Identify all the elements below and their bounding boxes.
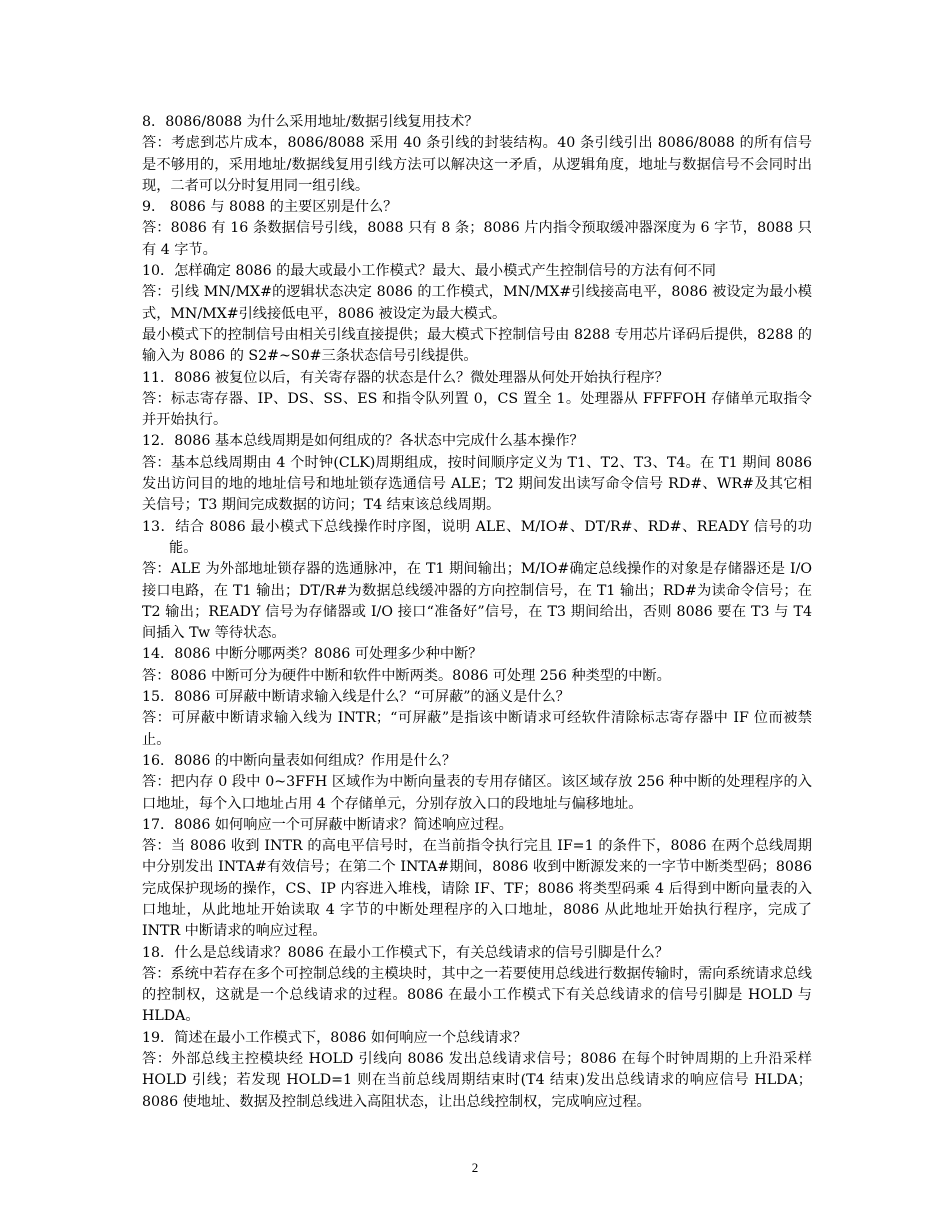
answer-12: 答：基本总线周期由 4 个时钟(CLK)周期组成，按时间顺序定义为 T1、T2、T3、T4。在 T1 期间 8086 发出访问目的地的地址信号和地址锁存选通信号 ALE；T2 期间发出读写命令信号 RD#、WR#及其它相关信号；T3 期间完成数据的访问；T4 结束该总线周期。 <box>142 454 812 514</box>
question-13: 13．结合 8086 最小模式下总线操作时序图，说明 ALE、M/IO#、DT/R#、RD#、READY 信号的功能。 <box>142 518 812 556</box>
answer-16: 答：把内存 0 段中 0~3FFH 区域作为中断向量表的专用存储区。该区域存放 256 种中断的处理程序的入口地址，每个入口地址占用 4 个存储单元，分别存放入口的段地址与偏移地址。 <box>142 774 812 812</box>
answer-9: 答：8086 有 16 条数据信号引线，8088 只有 8 条；8086 片内指令预取缓冲器深度为 6 字节，8088 只有 4 字节。 <box>142 220 812 258</box>
answer-19: 答：外部总线主控模块经 HOLD 引线向 8086 发出总线请求信号；8086 在每个时钟周期的上升沿采样 HOLD 引线；若发现 HOLD=1 则在当前总线周期结束时(T4 结束)发出总线请求的响应信号 HLDA；8086 使地址、数据及控制总线进入高阻状态，让出总线控制权，完成响应过程。 <box>142 1051 812 1110</box>
document-body <box>142 112 812 1113</box>
question-17: 17．8086 如何响应一个可屏蔽中断请求？简述响应过程。 <box>142 816 513 833</box>
question-14: 14．8086 中断分哪两类？8086 可处理多少种中断？ <box>142 646 483 663</box>
question-8: 8．8086/8088 为什么采用地址/数据引线复用技术？ <box>142 114 479 130</box>
answer-10-continued: 最小模式下的控制信号由相关引线直接提供；最大模式下控制信号由 8288 专用芯片译码后提供，8288 的输入为 8086 的 S2#~S0#三条状态信号引线提供。 <box>142 326 812 365</box>
page-number: 2 <box>471 1160 479 1175</box>
answer-13: 答：ALE 为外部地址锁存器的选通脉冲，在 T1 期间输出；M/IO#确定总线操作的对象是存储器还是 I/O 接口电路，在 T1 输出；DT/R#为数据总线缓冲器的方向控制信号，在 T1 输出；RD#为读命令信号；在 T2 输出；READY 信号为存储器或 I/O 接口“准备好”信号，在 T3 期间给出，否则 8086 要在 T3 与 T4 间插入 Tw 等待状态。 <box>142 561 812 642</box>
answer-11: 答：标志寄存器、IP、DS、SS、ES 和指令队列置 0，CS 置全 1。处理器从 FFFFOH 存储单元取指令并开始执行。 <box>142 390 812 429</box>
answer-14: 答：8086 中断可分为硬件中断和软件中断两类。8086 可处理 256 种类型的中断。 <box>142 667 671 684</box>
answer-15: 答：可屏蔽中断请求输入线为 INTR；“可屏蔽”是指该中断请求可经软件清除标志寄存器中 IF 位而被禁止。 <box>142 710 812 748</box>
question-19: 19．简述在最小工作模式下，8086 如何响应一个总线请求？ <box>142 1029 527 1046</box>
question-12: 12．8086 基本总线周期是如何组成的？各状态中完成什么基本操作？ <box>142 433 584 450</box>
question-16: 16．8086 的中断向量表如何组成？作用是什么？ <box>142 752 457 769</box>
answer-18: 答：系统中若存在多个可控制总线的主模块时，其中之一若要使用总线进行数据传输时，需向系统请求总线的控制权，这就是一个总线请求的过程。8086 在最小工作模式下有关总线请求的信号引脚是 HOLD 与 HLDA。 <box>142 965 812 1025</box>
answer-8: 答：考虑到芯片成本，8086/8088 采用 40 条引线的封装结构。40 条引线引出 8086/8088 的所有信号是不够用的，采用地址/数据线复用引线方法可以解决这一矛盾，从逻辑角度，地址与数据信号不会同时出现，二者可以分时复用同一组引线。 <box>142 135 812 194</box>
answer-17: 答：当 8086 收到 INTR 的高电平信号时，在当前指令执行完且 IF=1 的条件下，8086 在两个总线周期中分别发出 INTA#有效信号；在第二个 INTA#期间，8086 收到中断源发来的一字节中断类型码；8086 完成保护现场的操作，CS、IP 内容进入堆栈，请除 IF、TF；8086 将类型码乘 4 后得到中断向量表的入口地址，从此地址开始读取 4 字节的中断处理程序的入口地址，8086 从此地址开始执行程序，完成了 INTR 中断请求的响应过程。 <box>142 838 812 940</box>
question-9: 9． 8086 与 8088 的主要区别是什么？ <box>142 199 398 216</box>
question-11: 11．8086 被复位以后，有关寄存器的状态是什么？微处理器从何处开始执行程序？ <box>142 369 669 386</box>
question-15: 15．8086 可屏蔽中断请求输入线是什么？“可屏蔽”的涵义是什么？ <box>142 689 570 706</box>
answer-10: 答：引线 MN/MX#的逻辑状态决定 8086 的工作模式，MN/MX#引线接高电平，8086 被设定为最小模式，MN/MX#引线接低电平，8086 被设定为最大模式。 <box>142 284 812 322</box>
question-10: 10．怎样确定 8086 的最大或最小工作模式？最大、最小模式产生控制信号的方法有何不同 <box>142 263 716 280</box>
question-18: 18．什么是总线请求？8086 在最小工作模式下，有关总线请求的信号引脚是什么？ <box>142 944 669 961</box>
